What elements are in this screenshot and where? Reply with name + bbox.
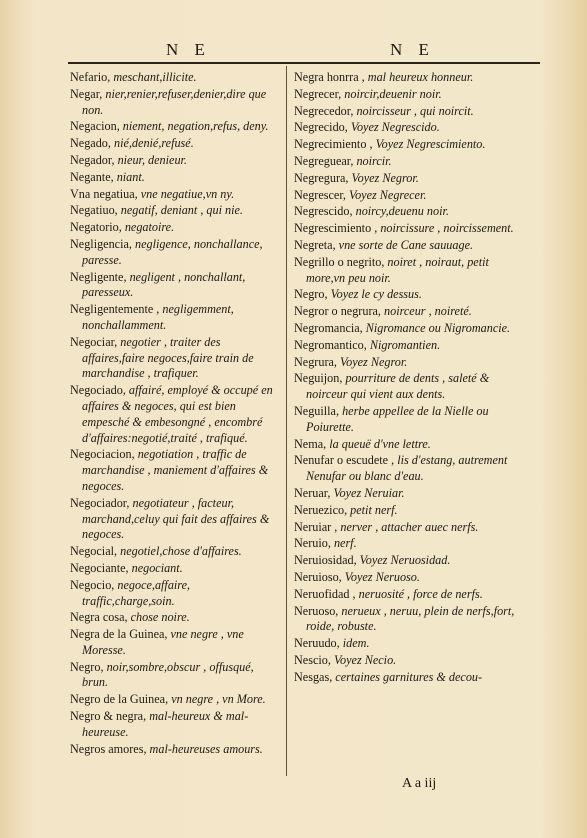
translation: vne negre , vne Moresse. [82, 627, 244, 657]
headword: Negromancia, [294, 320, 363, 335]
dictionary-entry [70, 660, 282, 692]
headword: Negreta, [294, 237, 336, 252]
dictionary-entry [70, 496, 282, 543]
translation: noircir. [353, 153, 392, 168]
headword: Negrecedor, [294, 103, 354, 118]
headword: Negatiuo, [70, 203, 118, 218]
translation: noirceur , noireté. [380, 304, 472, 319]
headword: Negociante, [70, 560, 129, 575]
dictionary-entry [294, 304, 524, 320]
dictionary-entry [294, 536, 524, 552]
translation: meschant,illicite. [110, 70, 197, 84]
dictionary-entry [294, 520, 524, 536]
dictionary-entry [294, 321, 524, 337]
headword: Negrura, [294, 354, 337, 369]
translation: Nigromance ou Nigromancie. [362, 320, 511, 335]
translation: noircisseur , qui noircit. [353, 103, 474, 118]
headword: Negros amores, [70, 741, 147, 756]
translation: mal-heureux & mal-heureuse. [82, 709, 249, 739]
dictionary-entry [70, 136, 282, 152]
translation: nerver , attacher auec nerfs. [337, 519, 479, 534]
dictionary-entry [294, 503, 524, 519]
headword: Neguijon, [294, 371, 343, 386]
translation: nier,renier,refuser,denier,dire que non. [82, 86, 267, 117]
dictionary-entry [70, 153, 282, 169]
translation: negotiel,chose d'affaires. [117, 544, 242, 559]
headword: Vna negatiua, [70, 186, 138, 201]
dictionary-entry [294, 355, 524, 371]
headword: Negligentemente , [70, 302, 160, 317]
dictionary-entry [294, 221, 524, 237]
headword: Negro, [294, 287, 328, 302]
right-column [294, 70, 524, 686]
dictionary-entry [70, 742, 282, 758]
header-right: N E [390, 40, 435, 59]
headword: Negro & negra, [70, 709, 147, 724]
translation: vne sorte de Cane sauuage. [335, 237, 474, 252]
dictionary-entry [70, 170, 282, 186]
dictionary-entry [294, 404, 524, 436]
translation: Voyez Negror. [348, 170, 419, 185]
translation: Voyez Neruosidad. [356, 553, 451, 568]
dictionary-entry [294, 453, 524, 485]
headword: Negociacion, [70, 447, 135, 462]
headword: Negrecimiento , [294, 137, 373, 152]
dictionary-entry [70, 220, 282, 236]
dictionary-entry [294, 371, 524, 403]
dictionary-entry [294, 287, 524, 303]
translation: chose noire. [127, 610, 190, 625]
dictionary-entry [294, 570, 524, 586]
dictionary-entry [70, 302, 282, 334]
headword: Neruoso, [294, 603, 339, 618]
headword: Negacion, [70, 119, 120, 134]
dictionary-entry [70, 578, 282, 610]
dictionary-entry [70, 335, 282, 382]
headword: Nescio, [294, 652, 331, 667]
translation: noircy,deuenu noir. [352, 204, 449, 219]
translation: mal heureux honneur. [364, 70, 474, 84]
headword: Negociado, [70, 383, 126, 398]
headword: Negante, [70, 169, 114, 184]
header-left: N E [166, 40, 211, 59]
translation: negotiation , traffic de marchandise , maniement d'affaires & negoces. [82, 447, 269, 493]
translation: noircir,deuenir noir. [341, 86, 442, 101]
headword: Negro de la Guinea, [70, 692, 169, 707]
headword: Negror o negrura, [294, 304, 381, 319]
translation: negotier , traiter des affaires,faire negoces,faire train de marchandise , trafiquer. [82, 334, 254, 381]
headword: Negra cosa, [70, 610, 128, 625]
translation: nieur, denieur. [114, 152, 187, 167]
dictionary-entry [294, 636, 524, 652]
headword: Neguilla, [294, 403, 340, 418]
dictionary-entry [70, 692, 282, 708]
headword: Negro, [70, 659, 104, 674]
translation: noir,sombre,obscur , offusqué, brun. [82, 659, 254, 690]
headword: Negra honrra , [294, 70, 365, 84]
translation: negligent , nonchallant, paresseux. [82, 269, 246, 300]
headword: Neruofidad , [294, 586, 356, 601]
headword: Negra de la Guinea, [70, 627, 168, 642]
headword: Neruio, [294, 536, 331, 551]
headword: Negociar, [70, 334, 118, 349]
translation: mal-heureuses amours. [146, 741, 263, 756]
translation: negotiateur , facteur, marchand,celuy qui fait des affaires & negoces. [82, 495, 270, 542]
headword: Neruudo, [294, 636, 340, 651]
dictionary-entry [294, 120, 524, 136]
headword: Neruezico, [294, 502, 348, 517]
dictionary-entry [294, 653, 524, 669]
translation: negligence, nonchallance, paresse. [82, 236, 263, 267]
translation: Voyez Negrescimiento. [372, 137, 486, 152]
headword: Negromantico, [294, 337, 367, 352]
running-header [60, 40, 540, 62]
dictionary-entry [70, 709, 282, 741]
headword: Neruar, [294, 485, 331, 500]
translation: noircissure , noircissement. [377, 221, 514, 236]
translation: pourriture de dents , saleté & noirceur qui vient aux dents. [306, 371, 490, 402]
headword: Negado, [70, 136, 111, 151]
dictionary-entry [70, 383, 282, 446]
translation: lis d'estang, autrement Nenufar ou blanc d'eau. [306, 453, 508, 484]
dictionary-entry [294, 338, 524, 354]
dictionary-entry [70, 119, 282, 135]
headword: Neruiosidad, [294, 553, 357, 568]
dictionary-entry [70, 87, 282, 119]
dictionary-entry [70, 544, 282, 560]
dictionary-entry [294, 171, 524, 187]
dictionary-entry [294, 188, 524, 204]
translation: noiret , noiraut, petit more,vn peu noir. [306, 254, 489, 285]
headword: Negar, [70, 86, 103, 101]
headword: Negatorio, [70, 220, 122, 235]
dictionary-entry [70, 627, 282, 659]
headword: Negreguear, [294, 153, 354, 168]
translation: herbe appellee de la Nielle ou Poiurette. [306, 403, 489, 434]
dictionary-entry [70, 70, 282, 86]
dictionary-entry [70, 610, 282, 626]
headword: Nenufar o escudete , [294, 453, 395, 468]
left-column [70, 70, 282, 758]
headword: Negocio, [70, 577, 115, 592]
dictionary-entry [294, 87, 524, 103]
header-rule [68, 62, 540, 64]
translation: negligemment, nonchallamment. [82, 302, 234, 332]
dictionary-entry [70, 203, 282, 219]
translation: nerueux , neruu, plein de nerfs,fort, roide, robuste. [306, 603, 515, 634]
headword: Negrescido, [294, 204, 353, 219]
headword: Nefario, [70, 70, 111, 84]
translation: negatoire. [121, 220, 175, 235]
headword: Negligencia, [70, 236, 132, 251]
headword: Negocial, [70, 544, 118, 559]
dictionary-entry [294, 104, 524, 120]
translation: neruosité , force de nerfs. [355, 586, 483, 601]
headword: Neruiar , [294, 519, 338, 534]
translation: affairé, employé & occupé en affaires & negoces, qui est bien empesché & embesongné , encombré d'affaires:negotié,traité , trafiqué. [82, 383, 273, 445]
headword: Neruioso, [294, 569, 342, 584]
dictionary-entry [294, 486, 524, 502]
dictionary-entry [294, 238, 524, 254]
dictionary-entry [294, 553, 524, 569]
column-divider [286, 66, 287, 776]
headword: Negregura, [294, 170, 349, 185]
translation: Voyez Neruoso. [341, 569, 420, 584]
translation: negociant. [128, 560, 183, 575]
translation: Voyez Neruiar. [330, 485, 405, 500]
dictionary-entry [294, 670, 524, 686]
headword: Negligente, [70, 269, 127, 284]
translation: niement, negation,refus, deny. [119, 119, 269, 134]
translation: Nigromantien. [366, 337, 441, 352]
dictionary-entry [294, 204, 524, 220]
headword: Negociador, [70, 495, 130, 510]
translation: Voyez le cy dessus. [327, 287, 422, 302]
translation: idem. [339, 636, 370, 651]
signature-mark: A a iij [402, 776, 437, 791]
dictionary-entry [70, 561, 282, 577]
headword: Negrillo o negrito, [294, 254, 385, 269]
dictionary-entry [294, 137, 524, 153]
translation: niant. [113, 169, 145, 184]
headword: Negrescimiento , [294, 221, 378, 236]
translation: Voyez Negrecer. [345, 187, 427, 202]
translation: vn negre , vn More. [168, 692, 266, 707]
dictionary-entry [294, 154, 524, 170]
headword: Negador, [70, 152, 115, 167]
dictionary-entry [294, 604, 524, 636]
headword: Nema, [294, 436, 327, 451]
dictionary-entry [294, 70, 524, 86]
translation: negatif, deniant , qui nie. [117, 203, 243, 218]
translation: la queuë d'vne lettre. [326, 436, 431, 451]
translation: certaines garnitures & decou- [332, 669, 483, 684]
dictionary-entry [294, 255, 524, 287]
translation: vne negatiue,vn ny. [137, 186, 235, 201]
headword: Negrecer, [294, 86, 342, 101]
headword: Negrecido, [294, 120, 348, 135]
translation: negoce,affaire, traffic,charge,soin. [82, 577, 191, 608]
translation: Voyez Negrescido. [347, 120, 440, 135]
dictionary-entry [70, 270, 282, 302]
headword: Negrescer, [294, 187, 346, 202]
dictionary-entry [294, 437, 524, 453]
translation: nerf. [330, 536, 357, 551]
translation: Voyez Negror. [336, 354, 408, 369]
dictionary-entry [70, 187, 282, 203]
headword: Nesgas, [294, 669, 333, 684]
translation: nié,denié,refusé. [110, 136, 194, 151]
dictionary-entry [70, 237, 282, 269]
dictionary-entry [294, 587, 524, 603]
translation: petit nerf. [347, 502, 398, 517]
translation: Voyez Necio. [330, 652, 397, 667]
dictionary-entry [70, 447, 282, 494]
